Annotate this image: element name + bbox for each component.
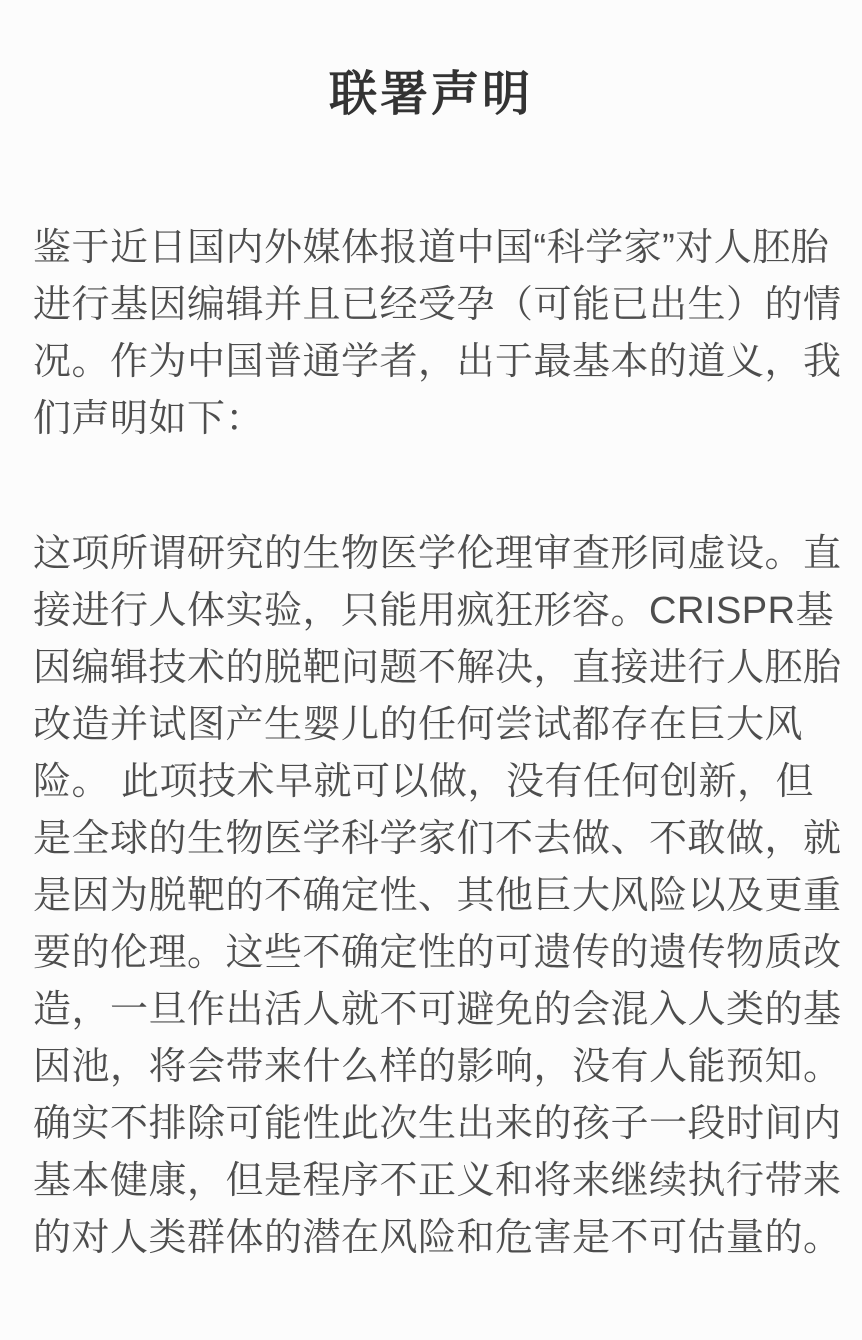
text-line: 是因为脱靶的不确定性、其他巨大风险以及更重 (33, 875, 842, 917)
statement-page (0, 62, 862, 1340)
paragraph-preamble (33, 220, 842, 448)
text-line: 因编辑技术的脱靶问题不解决，直接进行人胚胎 (33, 647, 842, 689)
paragraph-statement (33, 526, 842, 1267)
text-line: 因池，将会带来什么样的影响，没有人能预知。 (33, 1046, 842, 1088)
text-line: 进行基因编辑并且已经受孕（可能已出生）的情 (33, 284, 842, 326)
text-line: 况。作为中国普通学者，出于最基本的道义，我 (33, 341, 842, 383)
text-line: 基本健康，但是程序不正义和将来继续执行带来 (33, 1160, 842, 1202)
text-line: 鉴于近日国内外媒体报道中国“科学家”对人胚胎 (33, 227, 830, 269)
text-line: 们声明如下： (33, 398, 265, 440)
text-line: 确实不排除可能性此次生出来的孩子一段时间内 (33, 1103, 842, 1145)
text-line: 这项所谓研究的生物医学伦理审查形同虚设。直 (33, 533, 842, 575)
text-line: 要的伦理。这些不确定性的可遗传的遗传物质改 (33, 932, 842, 974)
text-line: 的对人类群体的潜在风险和危害是不可估量的。 (33, 1217, 842, 1259)
statement-title: 联署声明 (328, 68, 533, 121)
text-line: 险。 此项技术早就可以做，没有任何创新，但 (33, 761, 815, 803)
statement-body (0, 220, 862, 1267)
text-line: 接进行人体实验，只能用疯狂形容。CRISPR基 (33, 590, 835, 632)
text-line: 改造并试图产生婴儿的任何尝试都存在巨大风 (33, 704, 804, 746)
text-line: 是全球的生物医学科学家们不去做、不敢做，就 (33, 818, 842, 860)
text-line: 造，一旦作出活人就不可避免的会混入人类的基 (33, 989, 842, 1031)
